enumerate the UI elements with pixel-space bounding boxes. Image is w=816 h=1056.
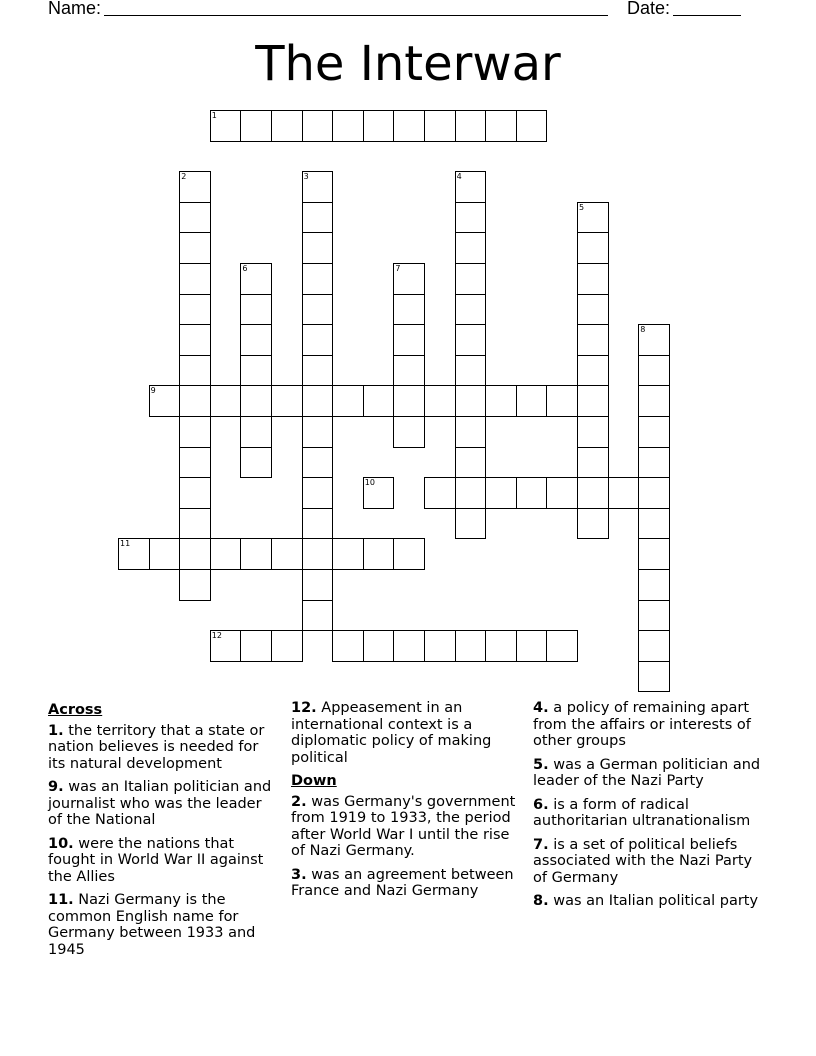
clue-column-2 <box>291 700 523 907</box>
grid-cell[interactable] <box>179 294 211 326</box>
grid-cell[interactable] <box>577 294 609 326</box>
grid-cell[interactable] <box>210 538 242 570</box>
clue-column-3 <box>533 700 769 917</box>
grid-cell[interactable] <box>638 385 670 417</box>
grid-cell[interactable] <box>455 202 487 234</box>
grid-cell[interactable] <box>638 477 670 509</box>
grid-cell[interactable] <box>577 263 609 295</box>
grid-cell-numbered[interactable] <box>210 630 242 662</box>
grid-cell[interactable] <box>302 110 334 142</box>
grid-cell[interactable] <box>302 294 334 326</box>
grid-cell[interactable] <box>302 508 334 540</box>
grid-cell[interactable] <box>393 355 425 387</box>
clue-down-7 <box>533 837 769 887</box>
clue-down-8 <box>533 893 769 910</box>
across-heading: Across <box>48 702 103 718</box>
grid-cell[interactable] <box>485 110 517 142</box>
grid-cell-numbered[interactable] <box>149 385 181 417</box>
clue-number: 7. <box>533 836 549 853</box>
grid-cell[interactable] <box>240 385 272 417</box>
grid-cell[interactable] <box>485 385 517 417</box>
grid-cell[interactable] <box>240 630 272 662</box>
clues-section <box>0 700 816 1040</box>
grid-cell[interactable] <box>179 569 211 601</box>
clue-down-4 <box>533 700 769 750</box>
cell-number: 9 <box>150 386 156 396</box>
clue-column-1 <box>48 700 280 965</box>
grid-cell[interactable] <box>455 477 487 509</box>
cell-number: 4 <box>456 172 462 182</box>
clue-number: 11. <box>48 892 74 908</box>
grid-cell[interactable] <box>302 447 334 479</box>
grid-cell[interactable] <box>393 630 425 662</box>
grid-cell-numbered[interactable] <box>240 263 272 295</box>
grid-cell[interactable] <box>638 447 670 479</box>
clue-text: the territory that a state or nation believes is needed for its natural development <box>48 722 265 772</box>
grid-cell[interactable] <box>608 477 640 509</box>
cell-number: 6 <box>242 264 248 273</box>
cell-number: 8 <box>640 325 646 335</box>
grid-cell[interactable] <box>332 630 364 662</box>
grid-cell-numbered[interactable] <box>393 263 425 295</box>
grid-cell[interactable] <box>455 263 487 295</box>
clue-text: was a German politician and leader of the Nazi Party <box>533 756 761 789</box>
grid-cell-numbered[interactable] <box>638 324 670 356</box>
grid-cell-numbered[interactable] <box>363 477 395 509</box>
grid-cell[interactable] <box>638 569 670 601</box>
grid-cell[interactable] <box>393 538 425 570</box>
clue-text: is a set of political beliefs associated with the Nazi Party of Germany <box>533 836 753 886</box>
grid-cell[interactable] <box>179 324 211 356</box>
grid-cell[interactable] <box>240 294 272 326</box>
name-field[interactable] <box>104 15 608 16</box>
grid-cell-numbered[interactable] <box>210 110 242 142</box>
clue-text: Appeasement in an international context is a diplomatic policy of making political <box>291 700 492 766</box>
clue-number: 8. <box>533 893 549 909</box>
grid-cell[interactable] <box>546 385 578 417</box>
clue-text: were the nations that fought in World War II against the Allies <box>48 835 264 885</box>
grid-cell[interactable] <box>271 110 303 142</box>
grid-cell[interactable] <box>271 538 303 570</box>
grid-cell[interactable] <box>179 232 211 264</box>
cell-number: 5 <box>579 202 585 212</box>
clue-across-12 <box>291 700 523 766</box>
grid-cell[interactable] <box>577 385 609 417</box>
clue-text: was an Italian political party <box>553 893 759 909</box>
cell-number: 2 <box>181 172 187 182</box>
grid-cell[interactable] <box>271 630 303 662</box>
grid-cell-numbered[interactable] <box>455 171 487 203</box>
grid-cell[interactable] <box>577 477 609 509</box>
grid-cell[interactable] <box>485 477 517 509</box>
down-heading: Down <box>291 773 337 789</box>
grid-cell[interactable] <box>240 447 272 479</box>
grid-cell[interactable] <box>455 508 487 540</box>
clue-down-3 <box>291 867 523 900</box>
date-label: Date: <box>627 0 671 18</box>
clue-across-1 <box>48 723 280 773</box>
grid-cell[interactable] <box>516 110 548 142</box>
grid-cell[interactable] <box>240 355 272 387</box>
grid-cell[interactable] <box>302 232 334 264</box>
grid-cell[interactable] <box>455 355 487 387</box>
grid-cell[interactable] <box>577 416 609 448</box>
grid-cell[interactable] <box>577 324 609 356</box>
clue-number: 3. <box>291 866 307 883</box>
grid-cell[interactable] <box>302 477 334 509</box>
clue-number: 9. <box>48 779 64 795</box>
grid-cell[interactable] <box>455 294 487 326</box>
clue-number: 5. <box>533 756 549 773</box>
clue-text: was Germany's government from 1919 to 1933, the period after World War I until the rise of Nazi Germany. <box>291 793 516 859</box>
clue-across-9 <box>48 779 280 829</box>
grid-cell[interactable] <box>516 630 548 662</box>
cell-number: 11 <box>120 539 131 549</box>
grid-cell-numbered[interactable] <box>179 171 211 203</box>
grid-cell[interactable] <box>179 447 211 479</box>
grid-cell[interactable] <box>302 416 334 448</box>
grid-cell[interactable] <box>577 508 609 540</box>
grid-cell[interactable] <box>393 294 425 326</box>
cell-number: 10 <box>364 478 375 488</box>
date-field[interactable] <box>673 15 741 16</box>
grid-cell[interactable] <box>455 385 487 417</box>
header-line <box>0 0 816 22</box>
grid-cell-numbered[interactable] <box>118 538 150 570</box>
grid-cell[interactable] <box>577 232 609 264</box>
grid-cell[interactable] <box>179 263 211 295</box>
grid-cell[interactable] <box>577 355 609 387</box>
grid-cell[interactable] <box>424 110 456 142</box>
grid-cell[interactable] <box>302 355 334 387</box>
grid-cell[interactable] <box>455 324 487 356</box>
grid-cell[interactable] <box>424 630 456 662</box>
grid-cell[interactable] <box>393 324 425 356</box>
grid-cell[interactable] <box>302 202 334 234</box>
clue-down-6 <box>533 797 769 830</box>
grid-cell[interactable] <box>638 355 670 387</box>
clue-number: 10. <box>48 835 74 852</box>
grid-cell[interactable] <box>455 110 487 142</box>
grid-cell[interactable] <box>638 600 670 632</box>
page-title: The Interwar <box>255 36 561 92</box>
grid-cell[interactable] <box>302 569 334 601</box>
grid-cell[interactable] <box>302 538 334 570</box>
grid-cell[interactable] <box>240 538 272 570</box>
grid-cell[interactable] <box>424 385 456 417</box>
grid-cell[interactable] <box>393 416 425 448</box>
clue-across-11 <box>48 892 280 958</box>
cell-number: 12 <box>211 631 222 641</box>
grid-cell[interactable] <box>240 324 272 356</box>
grid-cell[interactable] <box>455 630 487 662</box>
clue-number: 2. <box>291 793 307 810</box>
grid-cell[interactable] <box>485 630 517 662</box>
grid-cell[interactable] <box>149 538 181 570</box>
grid-cell[interactable] <box>393 385 425 417</box>
grid-cell[interactable] <box>638 416 670 448</box>
grid-cell[interactable] <box>302 263 334 295</box>
clue-number: 1. <box>48 722 64 739</box>
clue-number: 4. <box>533 700 549 716</box>
grid-cell-numbered[interactable] <box>577 202 609 234</box>
grid-cell[interactable] <box>302 385 334 417</box>
grid-cell[interactable] <box>638 661 670 693</box>
grid-cell[interactable] <box>516 385 548 417</box>
grid-cell[interactable] <box>240 110 272 142</box>
grid-cell[interactable] <box>363 110 395 142</box>
clue-down-2 <box>291 794 523 860</box>
clue-text: is a form of radical authoritarian ultranationalism <box>533 796 751 829</box>
grid-cell[interactable] <box>638 538 670 570</box>
grid-cell[interactable] <box>455 416 487 448</box>
grid-cell[interactable] <box>577 447 609 479</box>
clue-text: Nazi Germany is the common English name for Germany between 1933 and 1945 <box>48 892 256 958</box>
grid-cell[interactable] <box>393 110 425 142</box>
grid-cell-numbered[interactable] <box>302 171 334 203</box>
grid-cell[interactable] <box>332 385 364 417</box>
grid-cell[interactable] <box>179 508 211 540</box>
grid-cell[interactable] <box>363 630 395 662</box>
grid-cell[interactable] <box>638 630 670 662</box>
cell-number: 7 <box>395 264 401 273</box>
grid-cell[interactable] <box>179 202 211 234</box>
clue-text: was an agreement between France and Nazi Germany <box>291 866 514 899</box>
clue-number: 6. <box>533 796 549 813</box>
name-label: Name: <box>48 0 102 18</box>
grid-cell[interactable] <box>332 538 364 570</box>
grid-cell[interactable] <box>363 385 395 417</box>
grid-cell[interactable] <box>516 477 548 509</box>
grid-cell[interactable] <box>179 355 211 387</box>
grid-cell[interactable] <box>210 385 242 417</box>
grid-cell[interactable] <box>271 385 303 417</box>
grid-cell[interactable] <box>363 538 395 570</box>
clue-down-5 <box>533 757 769 790</box>
grid-cell[interactable] <box>179 385 211 417</box>
grid-cell[interactable] <box>179 477 211 509</box>
grid-cell[interactable] <box>179 416 211 448</box>
grid-cell[interactable] <box>179 538 211 570</box>
grid-cell[interactable] <box>302 600 334 632</box>
grid-cell[interactable] <box>546 477 578 509</box>
clue-across-10 <box>48 836 280 886</box>
grid-cell[interactable] <box>638 508 670 540</box>
grid-cell[interactable] <box>455 232 487 264</box>
grid-cell[interactable] <box>424 477 456 509</box>
cell-number: 3 <box>303 172 309 182</box>
grid-cell[interactable] <box>455 447 487 479</box>
clue-text: was an Italian politician and journalist who was the leader of the National <box>48 779 272 828</box>
grid-cell[interactable] <box>546 630 578 662</box>
grid-cell[interactable] <box>240 416 272 448</box>
grid-cell[interactable] <box>332 110 364 142</box>
grid-cell[interactable] <box>302 324 334 356</box>
cell-number: 1 <box>211 111 217 120</box>
clue-number: 12. <box>291 700 317 716</box>
clue-text: a policy of remaining apart from the affairs or interests of other groups <box>533 700 751 749</box>
